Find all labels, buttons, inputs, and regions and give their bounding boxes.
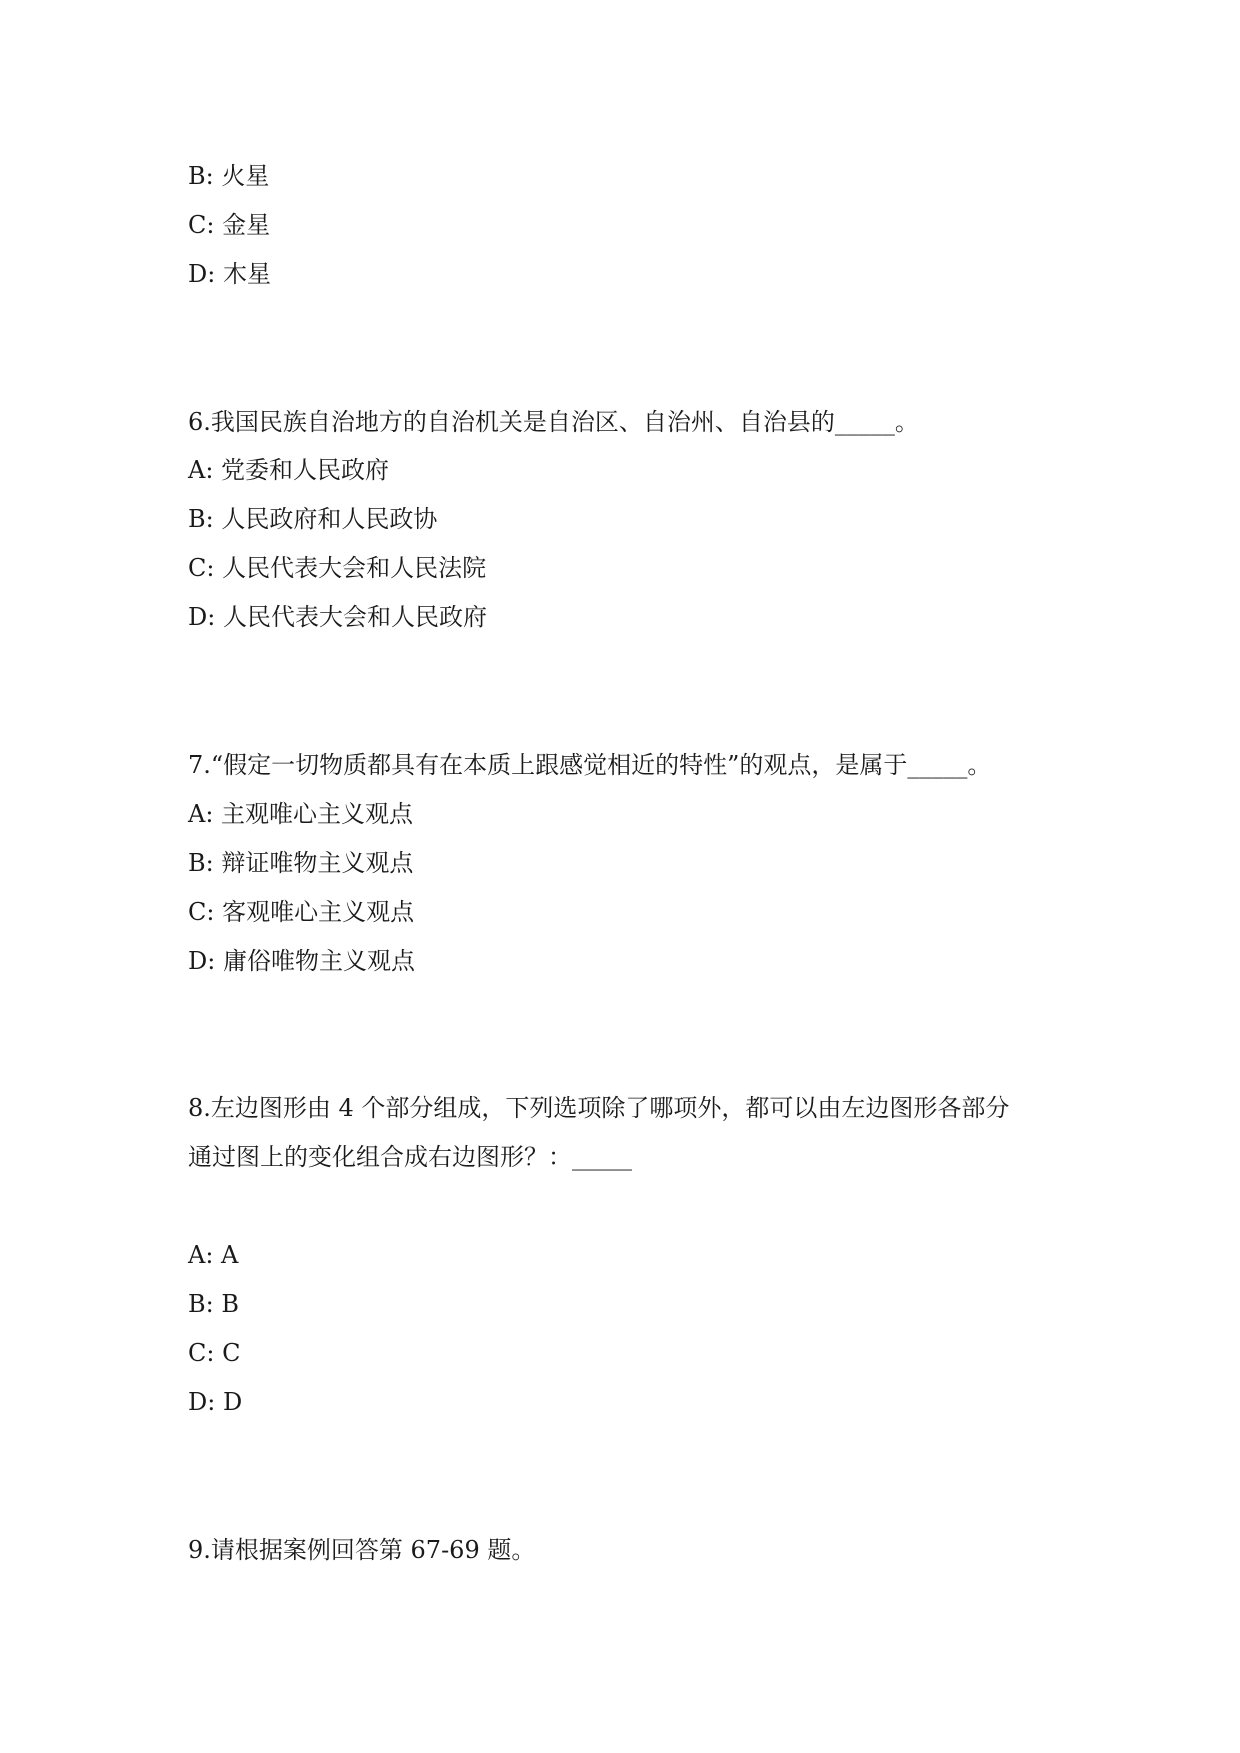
option-b: B: 辩证唯物主义观点 (188, 849, 414, 877)
option-c: C: 人民代表大会和人民法院 (188, 554, 487, 582)
option-b: B: B (188, 1290, 239, 1318)
option-c: C: 金星 (188, 211, 271, 239)
question-stem-line-2: 通过图上的变化组合成右边图形？：_____ (188, 1143, 632, 1171)
question-stem: 9.请根据案例回答第 67-69 题。 (188, 1536, 536, 1564)
question-stem-line-1: 8.左边图形由 4 个部分组成，下列选项除了哪项外，都可以由左边图形各部分 (188, 1094, 1010, 1122)
option-d: D: D (188, 1388, 243, 1416)
option-b: B: 火星 (188, 162, 270, 190)
option-a: A: 党委和人民政府 (188, 456, 390, 484)
option-a: A: 主观唯心主义观点 (188, 800, 414, 828)
question-stem: 6.我国民族自治地方的自治机关是自治区、自治州、自治县的_____。 (188, 408, 919, 436)
option-c: C: 客观唯心主义观点 (188, 898, 415, 926)
option-d: D: 木星 (188, 260, 271, 288)
option-b: B: 人民政府和人民政协 (188, 505, 438, 533)
question-stem: 7.“假定一切物质都具有在本质上跟感觉相近的特性”的观点，是属于_____。 (188, 751, 992, 779)
option-d: D: 人民代表大会和人民政府 (188, 603, 487, 631)
option-a: A: A (188, 1241, 239, 1269)
option-d: D: 庸俗唯物主义观点 (188, 947, 415, 975)
option-c: C: C (188, 1339, 241, 1367)
